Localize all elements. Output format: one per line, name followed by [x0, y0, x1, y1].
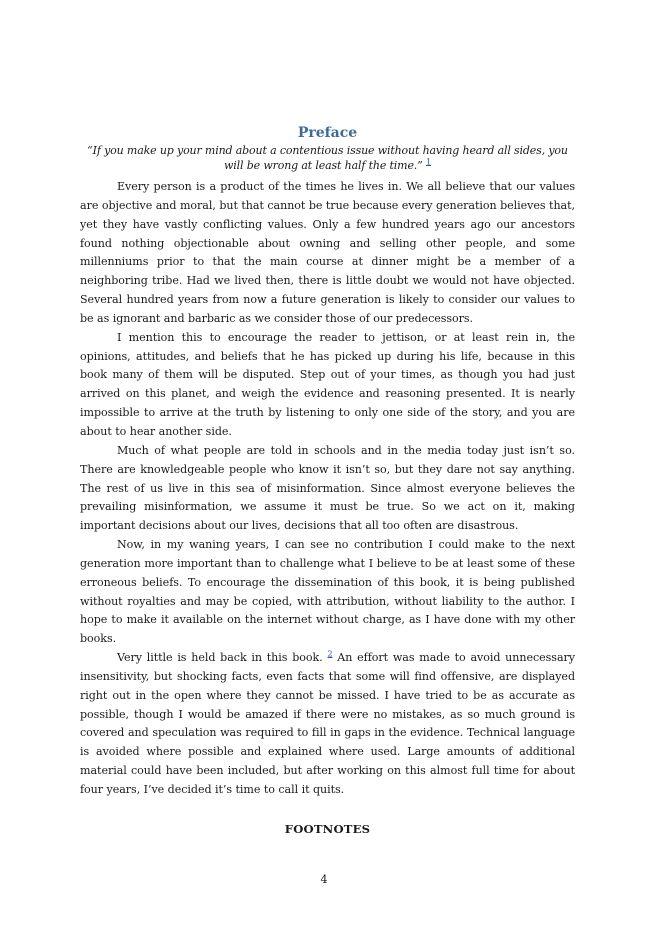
paragraph-1: Every person is a product of the times he lives in. We all believe that our values are objective and moral, but that cannot be true because every generation believes that, yet they have vastly conflicting values. Only a few hundred years ago our ancestors found nothing objectionable about owning and selling other people, and some millenniums prior to that the main course at dinner might be a member of a neighboring tribe. Had we lived then, there is little doubt we would not have objected. Several hundred years from now a future generation is likely to consider our values to be as ignorant and barbaric as we consider those of our predecessors. — [80, 180, 575, 325]
paragraph-4: Now, in my waning years, I can see no contribution I could make to the next generation more important than to challenge what I believe to be at least some of these erroneous beliefs. To encourage the dissemination of this book, it is being published without royalties and may be copied, with attribution, without liability to the author. I hope to make it available on the internet without charge, as I have done with my other books. — [80, 538, 575, 646]
footnote-link-1[interactable]: 1 — [426, 156, 431, 166]
page-title: Preface — [297, 125, 358, 141]
paragraph-3: Much of what people are told in schools and in the media today just isn’t so. There are knowledgeable people who know it isn’t so, but they dare not say anything. The rest of us live in this sea of misinformation. Since almost everyone believes the prevailing misinformation, we assume it must be true. So we act on it, making important decisions about our lives, decisions that all too often are disastrous. — [80, 443, 575, 533]
paragraph-5 — [80, 649, 575, 800]
epigraph-quote — [86, 144, 569, 173]
page-number: 4 — [320, 873, 328, 886]
document-page — [80, 122, 575, 837]
body-text — [80, 178, 575, 800]
paragraph-5-text-before: Very little is held back in this book. — [117, 651, 323, 665]
footnote-link-2[interactable]: 2 — [327, 649, 333, 659]
paragraph-2: I mention this to encourage the reader to jettison, or at least rein in, the opinions, attitudes, and beliefs that he has picked up during his life, because in this book many of them will be disputed. Step out of your times, as though you had just arrived on this planet, and weigh the evidence and reasoning presented. It is nearly impossible to arrive at the truth by listening to only one side of the story, and you are about to hear another side. — [80, 330, 575, 438]
paragraph-5-text-after: An effort was made to avoid unnecessary insensitivity, but shocking facts, even facts that some will find offensive, are displayed right out in the open where they cannot be missed. I have tried to be as accurate as possible, though I would be amazed if there were no mistakes, as so much ground is covered and speculation was required to fill in gaps in the evidence. Technical language is avoided where possible and explained where used. Large amounts of additional material could have been included, but after working on this almost full time for about four years, I’ve decided it’s time to call it quits. — [80, 651, 575, 796]
epigraph-text: “If you make up your mind about a contentious issue without having heard all sides, you will be wrong at least half the time.” — [87, 144, 568, 172]
footnotes-heading: FOOTNOTES — [284, 821, 371, 836]
